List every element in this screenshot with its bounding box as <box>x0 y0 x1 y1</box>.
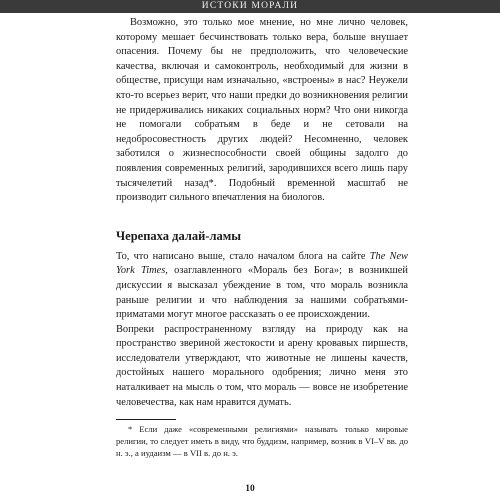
section-heading: Черепаха далай-ламы <box>116 228 241 243</box>
body-paragraph: Возможно, это только мое мнение, но мне лично человек, которому мешает бесчинствовать только вера, больше внушает опасения. Почему бы не предположить, что человеческие качества, включая и самоконтроль, необходимый для жизни в обществе, присущи нам изначально, «встроены» в нас? Неужели кто-то всерьез верит, что наши предки до возникновения религии не придерживались никаких социальных норм? Что они никогда не помогали собратьям в беде и не сетовали на недобросовестность других людей? Несомненно, человек заботился о жизнеспособности своей общины задолго до появления современных религий, зародившихся всего лишь пару тысячелетий назад*. Подобный временной масштаб не производит сильного впечатления на биологов. <box>116 17 408 204</box>
footnote-divider <box>116 419 176 420</box>
footnote: * Если даже «современными религиями» называть только мировые религии, то следует иметь в виду, что буддизм, например, возник в VI–V вв. до н. э., а иудаизм — в VII в. до н. э. <box>116 424 408 459</box>
running-title: ИСТОКИ МОРАЛИ <box>201 1 299 11</box>
page-body <box>116 16 408 459</box>
publication-title: The New York Times <box>116 250 408 277</box>
paragraph-text: То, что написано выше, стало началом блога на сайте <box>116 250 370 262</box>
body-paragraph: Вопреки распространенному взгляду на природу как на пространство звериной жестокости и арену кровавых пиршеств, исследователи утверждают, что животные не лишены качеств, достойных нашего морального одобрения; лично меня это наталкивает на мысль о том, что мораль — вовсе не изобретение человечества, как нам нравится думать. <box>116 323 408 408</box>
body-paragraph <box>116 250 408 323</box>
running-header <box>0 0 500 13</box>
paragraph-text: , озаглавленного «Мораль без Бога»; в возникшей дискуссии я высказал убеждение в том, что мораль возникла раньше религии и что наблюдения за нашими собратьями-приматами могут многое рассказать о ее происхождении. <box>116 265 408 321</box>
page-number: 10 <box>245 484 255 494</box>
